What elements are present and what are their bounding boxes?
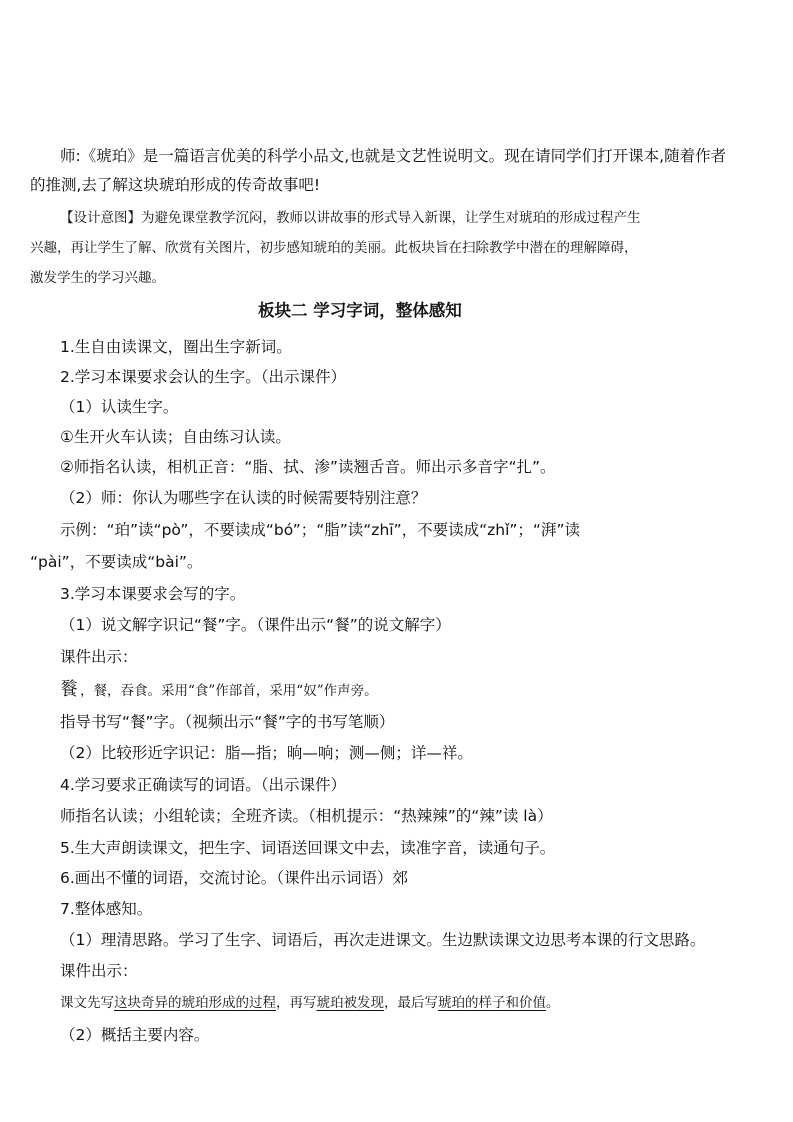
list-item: 师指名认读；小组轮读；全班齐读。（相机提示：“热辣辣”的“辣”读 là） <box>60 807 553 825</box>
summary-underline-formation: 这块奇异的琥珀形成的过程 <box>114 995 276 1011</box>
structure-summary-line <box>60 993 560 1013</box>
list-item: 4.学习要求正确读写的词语。（出示课件） <box>60 776 347 794</box>
summary-text: ，最后写 <box>384 995 438 1011</box>
summary-text: ，再写 <box>276 995 317 1011</box>
list-item: （2）比较形近字识记：脂—指；晌—响；测—侧；详—祥。 <box>60 744 473 762</box>
list-item: 课件出示： <box>60 648 138 666</box>
list-item: “pài”，不要读成“bài”。 <box>30 553 203 571</box>
design-intent-line-3: 激发学生的学习兴趣。 <box>30 270 165 286</box>
list-item: （2）概括主要内容。 <box>60 1026 210 1044</box>
list-item: 指导书写“餐”字。（视频出示“餐”字的书写笔顺） <box>60 713 395 731</box>
list-item: 6.画出不懂的词语，交流讨论。（课件出示词语）郊 <box>60 869 409 887</box>
summary-underline-discovery: 琥珀被发现 <box>316 995 384 1011</box>
section-title: 板块二 学习字词，整体感知 <box>258 301 462 320</box>
intro-line-2: 的推测,去了解这块琥珀形成的传奇故事吧! <box>30 176 321 194</box>
design-intent-line-1: 【设计意图】为避免课堂教学沉闷，教师以讲故事的形式导入新课，让学生对琥珀的形成过程产生 <box>60 210 641 226</box>
list-item: ①生开火车认读；自由练习认读。 <box>60 428 291 446</box>
list-item: 2.学习本课要求会认的生字。（出示课件） <box>60 368 347 386</box>
list-item: ②师指名认读，相机正音：“脂、拭、渗”读翘舌音。师出示多音字“扎”。 <box>60 458 556 476</box>
list-item: （1）说文解字识记“餐”字。（课件出示“餐”的说文解字） <box>60 616 451 634</box>
list-item: （1）认读生字。 <box>60 398 179 416</box>
seal-script-character: 餮 <box>60 679 78 700</box>
summary-underline-value: 琥珀的样子和价值 <box>438 995 546 1011</box>
list-item: 7.整体感知。 <box>60 900 153 918</box>
list-item: 5.生大声朗读课文，把生字、词语送回课文中去，读准字音，读通句子。 <box>60 839 556 857</box>
list-item: 示例：“珀”读“pò”，不要读成“bó”；“脂”读“zhī”，不要读成“zhǐ”；“湃”读 <box>60 521 580 539</box>
list-item: （2）师：你认为哪些字在认读的时候需要特别注意？ <box>60 489 427 507</box>
list-item: 1.生自由读课文，圈出生字新词。 <box>60 338 292 356</box>
seal-script-explanation: ，餐，吞食。采用“食”作部首，采用“奴”作声旁。 <box>80 683 378 699</box>
intro-line-1: 师:《琥珀》是一篇语言优美的科学小品文,也就是文艺性说明文。现在请同学们打开课本,随着作者 <box>60 147 727 165</box>
list-item: 3.学习本课要求会写的字。 <box>60 585 246 603</box>
list-item: （1）理清思路。学习了生字、词语后，再次走进课文。生边默读课文边思考本课的行文思路。 <box>60 931 706 949</box>
list-item: 课件出示： <box>60 962 138 980</box>
design-intent-line-2: 兴趣，再让学生了解、欣赏有关图片，初步感知琥珀的美丽。此板块旨在扫除教学中潜在的理解障碍， <box>30 240 638 256</box>
seal-script-line <box>60 680 378 701</box>
summary-text: 。 <box>546 995 560 1011</box>
summary-text: 课文先写 <box>60 995 114 1011</box>
